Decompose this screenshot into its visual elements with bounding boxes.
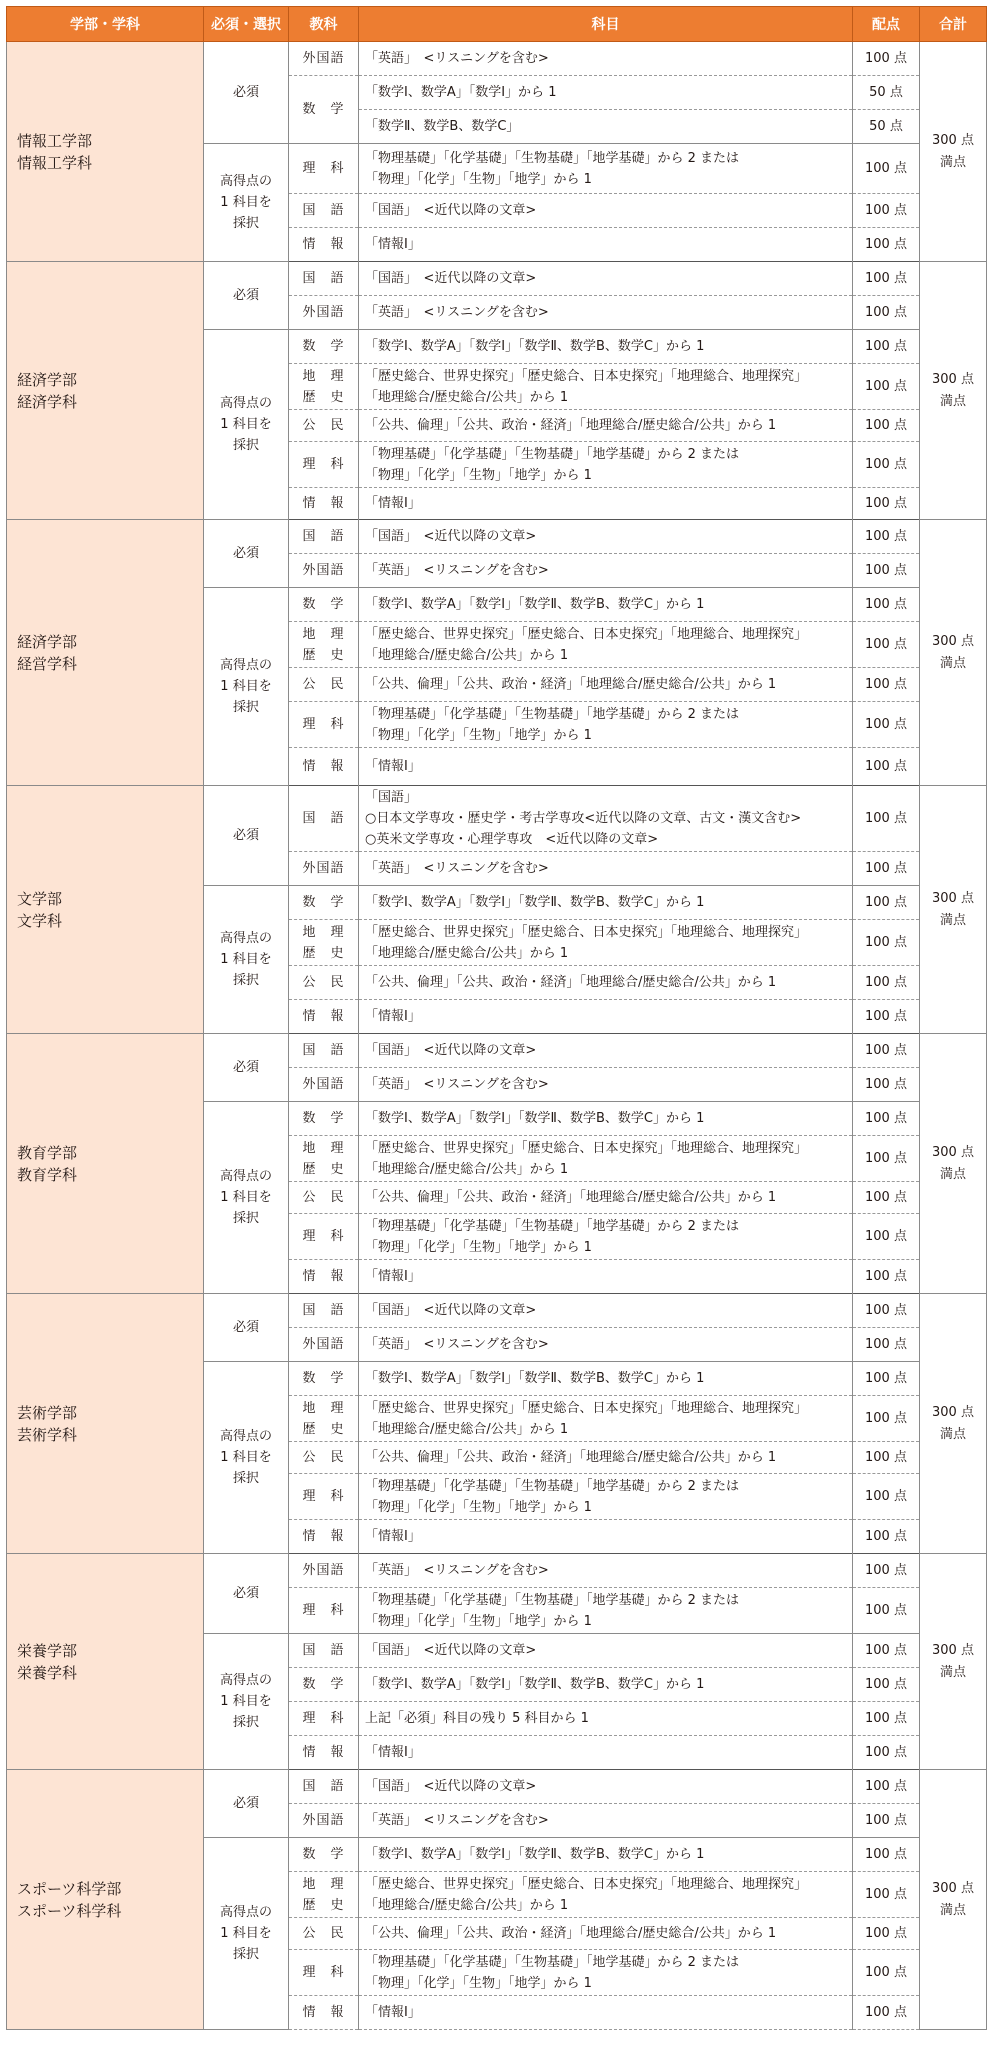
faculty-name: 栄養学部 栄養学科 xyxy=(7,1554,204,1770)
subject-area: 外国語 xyxy=(289,852,359,886)
subject-text: 「歴史総合、世界史探究」「歴史総合、日本史探究」「地理総合、地理探究」 「地理総合/歴史総合/公共」から 1 xyxy=(359,1396,853,1442)
category-label: 高得点の 1 科目を 採択 xyxy=(204,588,289,786)
category-label: 必須 xyxy=(204,1770,289,1838)
points-value: 100 点 xyxy=(853,42,920,76)
points-value: 50 点 xyxy=(853,110,920,144)
subject-area: 公 民 xyxy=(289,668,359,702)
subject-area: 国 語 xyxy=(289,1034,359,1068)
points-value: 100 点 xyxy=(853,488,920,520)
category-label: 必須 xyxy=(204,520,289,588)
subject-text: 「英語」 <リスニングを含む> xyxy=(359,554,853,588)
table-row xyxy=(7,42,987,76)
subject-area: 理 科 xyxy=(289,702,359,748)
subject-area: 国 語 xyxy=(289,194,359,228)
subject-text: 「物理基礎」「化学基礎」「生物基礎」「地学基礎」から 2 または 「物理」「化学」「生物」「地学」から 1 xyxy=(359,1950,853,1996)
subject-text: 「英語」 <リスニングを含む> xyxy=(359,852,853,886)
points-value: 100 点 xyxy=(853,1634,920,1668)
subject-text: 「歴史総合、世界史探究」「歴史総合、日本史探究」「地理総合、地理探究」 「地理総合/歴史総合/公共」から 1 xyxy=(359,920,853,966)
points-value: 100 点 xyxy=(853,410,920,442)
subject-text: 上記「必須」科目の残り 5 科目から 1 xyxy=(359,1702,853,1736)
subject-text: 「数学Ⅰ、数学A」「数学Ⅰ」「数学Ⅱ、数学B、数学C」から 1 xyxy=(359,1102,853,1136)
subject-area: 外国語 xyxy=(289,554,359,588)
subject-area: 理 科 xyxy=(289,144,359,194)
total-header: 合計 xyxy=(920,7,987,42)
points-value: 100 点 xyxy=(853,1068,920,1102)
subject-text: 「公共、倫理」「公共、政治・経済」「地理総合/歴史総合/公共」から 1 xyxy=(359,410,853,442)
subject-area: 数 学 xyxy=(289,330,359,364)
points-value: 100 点 xyxy=(853,262,920,296)
subject-area: 理 科 xyxy=(289,1474,359,1520)
subject-text: 「数学Ⅰ、数学A」「数学Ⅰ」「数学Ⅱ、数学B、数学C」から 1 xyxy=(359,1668,853,1702)
category-label: 高得点の 1 科目を 採択 xyxy=(204,1362,289,1554)
points-value: 100 点 xyxy=(853,1872,920,1918)
subject-area: 国 語 xyxy=(289,786,359,852)
category-label: 必須 xyxy=(204,786,289,886)
subject-header: 科目 xyxy=(359,7,853,42)
points-value: 100 点 xyxy=(853,1034,920,1068)
category-label: 高得点の 1 科目を 採択 xyxy=(204,330,289,520)
subject-text: 「数学Ⅱ、数学B、数学C」 xyxy=(359,110,853,144)
points-value: 100 点 xyxy=(853,1804,920,1838)
subject-text: 「物理基礎」「化学基礎」「生物基礎」「地学基礎」から 2 または 「物理」「化学」「生物」「地学」から 1 xyxy=(359,144,853,194)
subject-area: 数 学 xyxy=(289,886,359,920)
subject-text: 「数学Ⅰ、数学A」「数学Ⅰ」から 1 xyxy=(359,76,853,110)
subject-area: 情 報 xyxy=(289,1520,359,1554)
points-value: 100 点 xyxy=(853,1136,920,1182)
subject-area: 外国語 xyxy=(289,42,359,76)
faculty-name: 文学部 文学科 xyxy=(7,786,204,1034)
points-value: 100 点 xyxy=(853,554,920,588)
subject-area: 外国語 xyxy=(289,296,359,330)
points-value: 100 点 xyxy=(853,1668,920,1702)
subject-text: 「英語」 <リスニングを含む> xyxy=(359,1804,853,1838)
subject-area: 数 学 xyxy=(289,1102,359,1136)
points-value: 100 点 xyxy=(853,228,920,262)
subject-text: 「国語」 ○日本文学専攻・歴史学・考古学専攻<近代以降の文章、古文・漢文含む> ○英米文学専攻・心理学専攻 <近代以降の文章> xyxy=(359,786,853,852)
subject-area: 国 語 xyxy=(289,1634,359,1668)
points-value: 100 点 xyxy=(853,296,920,330)
subject-text: 「歴史総合、世界史探究」「歴史総合、日本史探究」「地理総合、地理探究」 「地理総合/歴史総合/公共」から 1 xyxy=(359,1872,853,1918)
subject-area: 外国語 xyxy=(289,1554,359,1588)
subject-area: 情 報 xyxy=(289,1996,359,2030)
subject-text: 「物理基礎」「化学基礎」「生物基礎」「地学基礎」から 2 または 「物理」「化学」「生物」「地学」から 1 xyxy=(359,1588,853,1634)
total-score: 300 点 満点 xyxy=(920,1294,987,1554)
subject-area: 地 理 歴 史 xyxy=(289,920,359,966)
subject-text: 「英語」 <リスニングを含む> xyxy=(359,1554,853,1588)
subject-area: 国 語 xyxy=(289,1294,359,1328)
points-value: 100 点 xyxy=(853,852,920,886)
points-value: 100 点 xyxy=(853,1474,920,1520)
faculty-name: 情報工学部 情報工学科 xyxy=(7,42,204,262)
category-label: 必須 xyxy=(204,262,289,330)
category-label: 高得点の 1 科目を 採択 xyxy=(204,1838,289,2030)
subject-text: 「情報Ⅰ」 xyxy=(359,1260,853,1294)
faculty-name: 経済学部 経済学科 xyxy=(7,262,204,520)
subject-text: 「情報Ⅰ」 xyxy=(359,1000,853,1034)
points-value: 100 点 xyxy=(853,364,920,410)
points-value: 100 点 xyxy=(853,886,920,920)
points-header: 配点 xyxy=(853,7,920,42)
subject-area: 地 理 歴 史 xyxy=(289,622,359,668)
points-value: 100 点 xyxy=(853,1260,920,1294)
subject-area: 情 報 xyxy=(289,1000,359,1034)
subject-text: 「英語」 <リスニングを含む> xyxy=(359,42,853,76)
points-value: 100 点 xyxy=(853,966,920,1000)
subject-area: 理 科 xyxy=(289,1214,359,1260)
category-label: 必須 xyxy=(204,42,289,144)
points-value: 100 点 xyxy=(853,1838,920,1872)
subject-text: 「公共、倫理」「公共、政治・経済」「地理総合/歴史総合/公共」から 1 xyxy=(359,966,853,1000)
points-value: 100 点 xyxy=(853,194,920,228)
subject-area: 理 科 xyxy=(289,1950,359,1996)
points-value: 100 点 xyxy=(853,1294,920,1328)
subject-area: 公 民 xyxy=(289,966,359,1000)
subject-text: 「物理基礎」「化学基礎」「生物基礎」「地学基礎」から 2 または 「物理」「化学」「生物」「地学」から 1 xyxy=(359,702,853,748)
subject-area: 数 学 xyxy=(289,1362,359,1396)
subject-text: 「公共、倫理」「公共、政治・経済」「地理総合/歴史総合/公共」から 1 xyxy=(359,1442,853,1474)
total-score: 300 点 満点 xyxy=(920,262,987,520)
points-value: 100 点 xyxy=(853,1950,920,1996)
subject-text: 「英語」 <リスニングを含む> xyxy=(359,1328,853,1362)
points-value: 100 点 xyxy=(853,1182,920,1214)
points-value: 100 点 xyxy=(853,1362,920,1396)
subject-area: 外国語 xyxy=(289,1328,359,1362)
points-value: 100 点 xyxy=(853,1770,920,1804)
total-score: 300 点 満点 xyxy=(920,1770,987,2030)
points-value: 100 点 xyxy=(853,588,920,622)
table-row xyxy=(7,520,987,554)
faculty-name: 教育学部 教育学科 xyxy=(7,1034,204,1294)
points-value: 100 点 xyxy=(853,520,920,554)
subject-area: 理 科 xyxy=(289,442,359,488)
subject-area: 情 報 xyxy=(289,228,359,262)
subject-text: 「英語」 <リスニングを含む> xyxy=(359,1068,853,1102)
table-body xyxy=(7,42,987,2030)
subject-text: 「情報Ⅰ」 xyxy=(359,228,853,262)
subject-text: 「数学Ⅰ、数学A」「数学Ⅰ」「数学Ⅱ、数学B、数学C」から 1 xyxy=(359,886,853,920)
points-value: 100 点 xyxy=(853,1214,920,1260)
total-score: 300 点 満点 xyxy=(920,1554,987,1770)
subject-text: 「公共、倫理」「公共、政治・経済」「地理総合/歴史総合/公共」から 1 xyxy=(359,1918,853,1950)
total-score: 300 点 満点 xyxy=(920,1034,987,1294)
points-value: 100 点 xyxy=(853,1000,920,1034)
points-value: 100 点 xyxy=(853,1996,920,2030)
subject-text: 「数学Ⅰ、数学A」「数学Ⅰ」「数学Ⅱ、数学B、数学C」から 1 xyxy=(359,330,853,364)
subject-area: 理 科 xyxy=(289,1702,359,1736)
subject-text: 「数学Ⅰ、数学A」「数学Ⅰ」「数学Ⅱ、数学B、数学C」から 1 xyxy=(359,588,853,622)
subject-area: 数 学 xyxy=(289,1668,359,1702)
subject-text: 「情報Ⅰ」 xyxy=(359,748,853,786)
faculty-name: スポーツ科学部 スポーツ科学科 xyxy=(7,1770,204,2030)
subject-area: 数 学 xyxy=(289,588,359,622)
subject-area: 公 民 xyxy=(289,410,359,442)
points-value: 100 点 xyxy=(853,786,920,852)
subject-text: 「国語」 <近代以降の文章> xyxy=(359,1034,853,1068)
total-score: 300 点 満点 xyxy=(920,42,987,262)
subject-area: 地 理 歴 史 xyxy=(289,1136,359,1182)
subject-text: 「物理基礎」「化学基礎」「生物基礎」「地学基礎」から 2 または 「物理」「化学」「生物」「地学」から 1 xyxy=(359,1474,853,1520)
area-header: 教科 xyxy=(289,7,359,42)
points-value: 100 点 xyxy=(853,442,920,488)
category-label: 高得点の 1 科目を 採択 xyxy=(204,1634,289,1770)
subject-text: 「歴史総合、世界史探究」「歴史総合、日本史探究」「地理総合、地理探究」 「地理総合/歴史総合/公共」から 1 xyxy=(359,1136,853,1182)
subject-text: 「公共、倫理」「公共、政治・経済」「地理総合/歴史総合/公共」から 1 xyxy=(359,1182,853,1214)
subject-text: 「物理基礎」「化学基礎」「生物基礎」「地学基礎」から 2 または 「物理」「化学」「生物」「地学」から 1 xyxy=(359,442,853,488)
points-value: 100 点 xyxy=(853,1102,920,1136)
subject-text: 「歴史総合、世界史探究」「歴史総合、日本史探究」「地理総合、地理探究」 「地理総合/歴史総合/公共」から 1 xyxy=(359,622,853,668)
points-value: 100 点 xyxy=(853,920,920,966)
subject-text: 「数学Ⅰ、数学A」「数学Ⅰ」「数学Ⅱ、数学B、数学C」から 1 xyxy=(359,1838,853,1872)
subject-text: 「英語」 <リスニングを含む> xyxy=(359,296,853,330)
subject-area: 情 報 xyxy=(289,488,359,520)
subject-area: 公 民 xyxy=(289,1182,359,1214)
header-row xyxy=(7,7,987,42)
category-label: 高得点の 1 科目を 採択 xyxy=(204,144,289,262)
subject-area: 外国語 xyxy=(289,1068,359,1102)
category-label: 高得点の 1 科目を 採択 xyxy=(204,886,289,1034)
total-score: 300 点 満点 xyxy=(920,520,987,786)
table-row xyxy=(7,786,987,852)
points-value: 100 点 xyxy=(853,1396,920,1442)
faculty-name: 芸術学部 芸術学科 xyxy=(7,1294,204,1554)
table-row xyxy=(7,1034,987,1068)
points-value: 100 点 xyxy=(853,622,920,668)
faculty-header: 学部・学科 xyxy=(7,7,204,42)
subject-text: 「国語」 <近代以降の文章> xyxy=(359,520,853,554)
points-value: 100 点 xyxy=(853,1702,920,1736)
subject-area: 公 民 xyxy=(289,1918,359,1950)
table-row xyxy=(7,1294,987,1328)
subject-area: 地 理 歴 史 xyxy=(289,364,359,410)
subject-text: 「情報Ⅰ」 xyxy=(359,1736,853,1770)
points-value: 100 点 xyxy=(853,1442,920,1474)
category-label: 高得点の 1 科目を 採択 xyxy=(204,1102,289,1294)
subject-area: 数 学 xyxy=(289,76,359,144)
subject-area: 情 報 xyxy=(289,748,359,786)
subject-area: 国 語 xyxy=(289,1770,359,1804)
subject-area: 数 学 xyxy=(289,1838,359,1872)
subject-text: 「情報Ⅰ」 xyxy=(359,1996,853,2030)
points-value: 100 点 xyxy=(853,144,920,194)
subject-area: 理 科 xyxy=(289,1588,359,1634)
subject-text: 「物理基礎」「化学基礎」「生物基礎」「地学基礎」から 2 または 「物理」「化学」「生物」「地学」から 1 xyxy=(359,1214,853,1260)
subject-area: 国 語 xyxy=(289,520,359,554)
subject-area: 情 報 xyxy=(289,1736,359,1770)
points-value: 100 点 xyxy=(853,702,920,748)
table-row xyxy=(7,1554,987,1588)
total-score: 300 点 満点 xyxy=(920,786,987,1034)
subject-text: 「公共、倫理」「公共、政治・経済」「地理総合/歴史総合/公共」から 1 xyxy=(359,668,853,702)
category-label: 必須 xyxy=(204,1034,289,1102)
points-value: 100 点 xyxy=(853,1554,920,1588)
points-value: 100 点 xyxy=(853,330,920,364)
points-value: 100 点 xyxy=(853,1328,920,1362)
exam-subjects-table xyxy=(6,6,987,2030)
points-value: 50 点 xyxy=(853,76,920,110)
table-row xyxy=(7,1770,987,1804)
faculty-name: 経済学部 経営学科 xyxy=(7,520,204,786)
subject-text: 「国語」 <近代以降の文章> xyxy=(359,1294,853,1328)
points-value: 100 点 xyxy=(853,1736,920,1770)
subject-text: 「国語」 <近代以降の文章> xyxy=(359,1770,853,1804)
subject-text: 「歴史総合、世界史探究」「歴史総合、日本史探究」「地理総合、地理探究」 「地理総合/歴史総合/公共」から 1 xyxy=(359,364,853,410)
subject-text: 「国語」 <近代以降の文章> xyxy=(359,1634,853,1668)
points-value: 100 点 xyxy=(853,1918,920,1950)
subject-area: 国 語 xyxy=(289,262,359,296)
subject-area: 地 理 歴 史 xyxy=(289,1872,359,1918)
points-value: 100 点 xyxy=(853,1520,920,1554)
subject-text: 「国語」 <近代以降の文章> xyxy=(359,262,853,296)
subject-area: 外国語 xyxy=(289,1804,359,1838)
subject-text: 「情報Ⅰ」 xyxy=(359,488,853,520)
subject-area: 情 報 xyxy=(289,1260,359,1294)
category-header: 必須・選択 xyxy=(204,7,289,42)
points-value: 100 点 xyxy=(853,668,920,702)
subject-text: 「数学Ⅰ、数学A」「数学Ⅰ」「数学Ⅱ、数学B、数学C」から 1 xyxy=(359,1362,853,1396)
points-value: 100 点 xyxy=(853,748,920,786)
subject-text: 「国語」 <近代以降の文章> xyxy=(359,194,853,228)
subject-text: 「情報Ⅰ」 xyxy=(359,1520,853,1554)
subject-area: 地 理 歴 史 xyxy=(289,1396,359,1442)
table-row xyxy=(7,262,987,296)
category-label: 必須 xyxy=(204,1294,289,1362)
points-value: 100 点 xyxy=(853,1588,920,1634)
subject-area: 公 民 xyxy=(289,1442,359,1474)
category-label: 必須 xyxy=(204,1554,289,1634)
